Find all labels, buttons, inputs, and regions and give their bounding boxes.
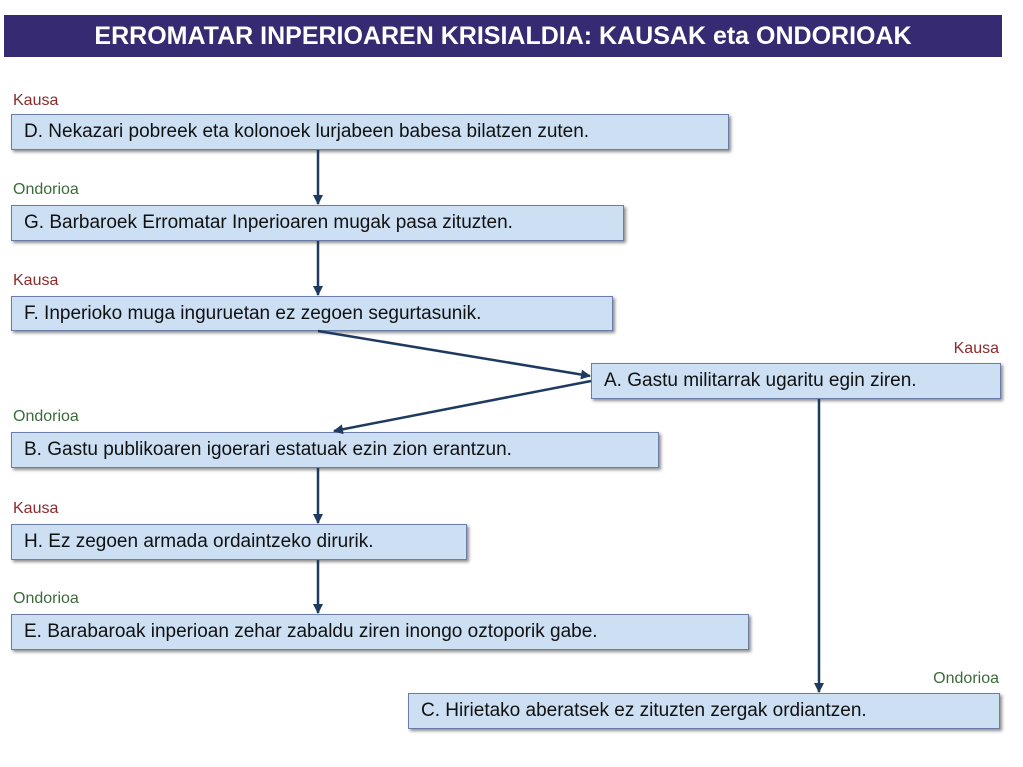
node-a-tag: Kausa [953, 340, 999, 357]
node-g-box: G. Barbaroek Erromatar Inperioaren mugak pasa zituzten. [11, 205, 624, 241]
node-d-tag: Kausa [13, 92, 59, 109]
node-g-tag: Ondorioa [13, 181, 79, 198]
node-c-box: C. Hirietako aberatsek ez zituzten zergak ordiantzen. [408, 693, 1000, 729]
node-f-tag: Kausa [13, 272, 59, 289]
arrow-a-to-b [334, 381, 591, 431]
node-f-box: F. Inperioko muga inguruetan ez zegoen segurtasunik. [11, 296, 613, 331]
node-b-tag: Ondorioa [13, 408, 79, 425]
arrow-f-to-a [318, 331, 590, 376]
node-h-tag: Kausa [13, 500, 59, 517]
node-b-box: B. Gastu publikoaren igoerari estatuak ezin zion erantzun. [11, 432, 659, 468]
node-e-box: E. Barabaroak inperioan zehar zabaldu ziren inongo oztoporik gabe. [11, 614, 749, 650]
node-h-box: H. Ez zegoen armada ordaintzeko dirurik. [11, 524, 467, 560]
node-d-box: D. Nekazari pobreek eta kolonoek lurjabeen babesa bilatzen zuten. [11, 114, 729, 150]
node-e-tag: Ondorioa [13, 590, 79, 607]
node-c-tag: Ondorioa [933, 670, 999, 687]
node-a-box: A. Gastu militarrak ugaritu egin ziren. [591, 363, 1001, 399]
page-title: ERROMATAR INPERIOAREN KRISIALDIA: KAUSAK eta ONDORIOAK [4, 15, 1002, 57]
